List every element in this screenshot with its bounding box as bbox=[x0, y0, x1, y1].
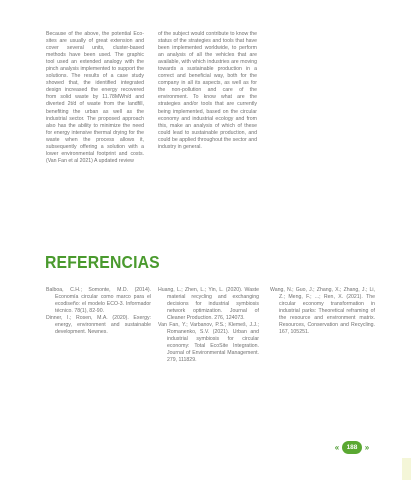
reference-entry: Van Fan, Y.; Varbanov, P.S.; Klemeš, J.J.; Romanenko, S.V. (2021). Urban and industrial symbiosis for circular economy: Total EcoSite Integration. Journal of Environmental Management. 279, 111829. bbox=[158, 322, 259, 364]
references-heading: REFERENCIAS bbox=[45, 252, 160, 272]
references-column-2 bbox=[158, 287, 259, 365]
reference-entry: Dinner, I.; Rosen, M.A. (2020). Exergy: energy, environment and sustainable development. Newnes. bbox=[46, 315, 151, 336]
page-navigation bbox=[333, 441, 373, 455]
reference-entry: Huang, L.; Zhen, L.; Yin, L. (2020). Waste material recycling and exchanging decisions for industrial symbiosis network optimization. Journal of Cleaner Production. 276, 124073. bbox=[158, 287, 259, 322]
previous-page-icon[interactable]: « bbox=[334, 443, 340, 452]
page-number-badge: 188 bbox=[342, 441, 362, 454]
body-paragraph-left: Because of the above, the potential Eco-sites are usually of great extension and cover several units, cluster-based methods have been used. The graphic tool used an extended analogy with the pinch analysis implemented to support the solutions. The results of a case study showed that, the identified integrated design increased the energy recovered from solid waste by 11.78MWh/d and diverted 2t/d of waste from the landfill, benefiting the urban as well as the industrial sector. The proposed approach also has the ability to minimize the need for energy intensive thermal drying for the waste when the process allows it, subsequently offering a solution with a lower environmental footprint and costs. (Van Fan et al 2021) A updated review bbox=[46, 31, 144, 164]
page-corner-decoration bbox=[402, 458, 411, 480]
references-column-3 bbox=[270, 287, 375, 336]
reference-entry: Wang, N.; Guo, J.; Zhang, X.; Zhang, J.; Li, Z.; Meng, F.; ...; Ren, X. (2021). The circular economy transformation in industrial parks: Theoretical reframing of the resource and environment matrix. Resources, Conservation and Recycling. 167, 105251. bbox=[270, 287, 375, 336]
body-paragraph-right: of the subject would contribute to know the status of the strategies and tools that have been implemented worldwide, to perform an analysis of all the vehicles that are available, with which industries are moving towards a sustainable production in a correct and beneficial way, both for the company in all its aspects, as well as for the non-pollution and care of the environment. To know what are the strategies and/or tools that are currently being implemented, based on the circular economy and industrial ecology and from this, make an analysis of which of these could lead to sustainable production, and could be applied throughout the sector and industry in general. bbox=[158, 31, 257, 150]
next-page-icon[interactable]: » bbox=[364, 443, 370, 452]
reference-entry: Balboa, C.H.; Somonte, M.D. (2014). Economía circular como marco para el ecodiseño: el modelo ECO-3. Informador técnico. 78(1), 82-90. bbox=[46, 287, 151, 315]
references-column-1 bbox=[46, 287, 151, 336]
